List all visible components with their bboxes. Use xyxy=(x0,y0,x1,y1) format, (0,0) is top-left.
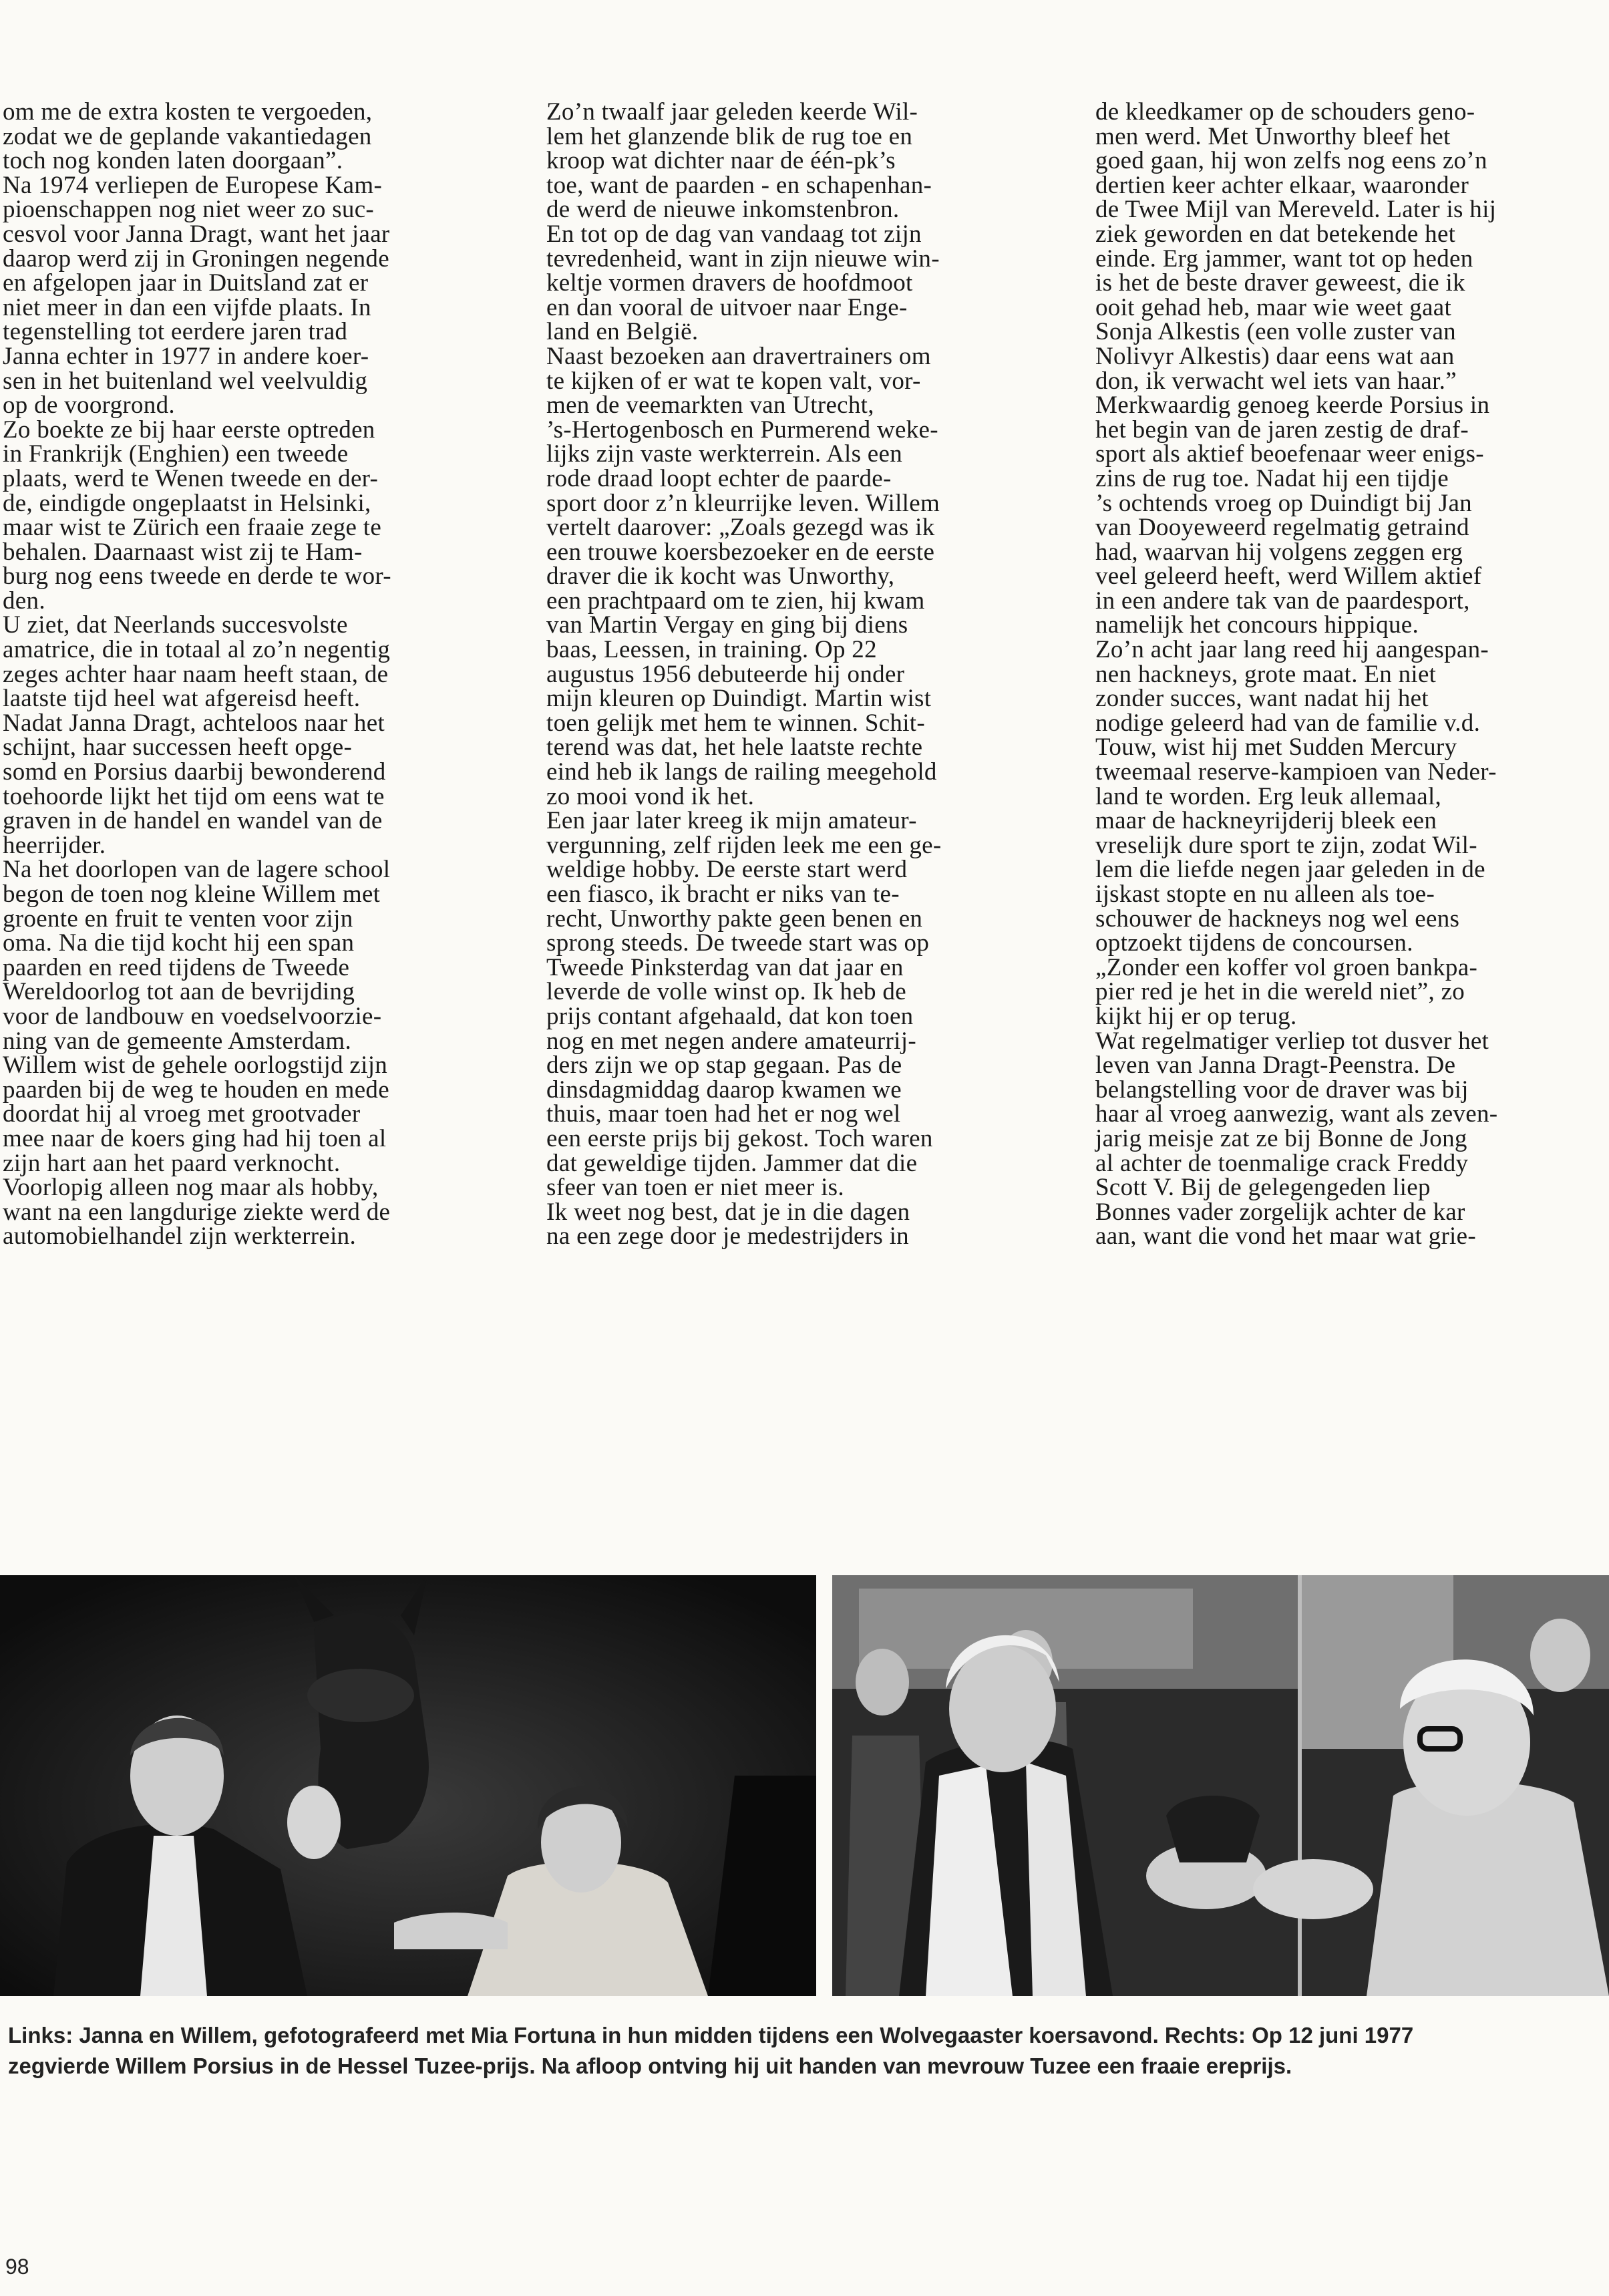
text-line: mee naar de koers ging had hij toen al xyxy=(3,1124,387,1152)
text-line: ziek geworden en dat betekende het xyxy=(1095,220,1456,248)
text-line: sprong steeds. De tweede start was op xyxy=(546,929,930,957)
text-line: Voorlopig alleen nog maar als hobby, xyxy=(3,1174,379,1202)
text-line: plaats, werd te Wenen tweede en der- xyxy=(3,464,379,492)
text-line: Sonja Alkestis (een volle zuster van xyxy=(1095,318,1456,346)
text-line: de werd de nieuwe inkomstenbron. xyxy=(546,196,900,224)
text-line: prijs contant afgehaald, dat kon toen xyxy=(546,1002,914,1030)
text-line: Zo boekte ze bij haar eerste optreden xyxy=(3,416,375,444)
text-line: tweemaal reserve-kampioen van Neder- xyxy=(1095,758,1497,786)
text-line: van Martin Vergay en ging bij diens xyxy=(546,611,908,639)
text-line: paarden bij de weg te houden en mede xyxy=(3,1076,389,1104)
text-line: dertien keer achter elkaar, waaronder xyxy=(1095,171,1469,199)
text-line: vertelt daarover: „Zoals gezegd was ik xyxy=(546,514,935,542)
text-line: zeges achter haar naam heeft staan, de xyxy=(3,660,389,688)
text-line: in Frankrijk (Enghien) een tweede xyxy=(3,440,349,468)
text-line: zonder succes, want nadat hij het xyxy=(1095,685,1429,713)
text-line: aan, want die vond het maar wat grie- xyxy=(1095,1222,1476,1251)
text-line: ooit gehad heb, maar wie weet gaat xyxy=(1095,293,1452,321)
text-line: te kijken of er wat te kopen valt, vor- xyxy=(546,367,921,395)
article-column-2 xyxy=(546,100,1054,1249)
text-line: Janna echter in 1977 in andere koer- xyxy=(3,342,369,370)
text-line: kijkt hij er op terug. xyxy=(1095,1002,1297,1030)
text-line: land en België. xyxy=(546,318,699,346)
text-line: draver die ik kocht was Unworthy, xyxy=(546,562,895,591)
text-line: een eerste prijs bij gekost. Toch waren xyxy=(546,1124,933,1152)
text-line: men werd. Met Unworthy bleef het xyxy=(1095,122,1451,150)
text-line: belangstelling voor de draver was bij xyxy=(1095,1076,1469,1104)
page-number: 98 xyxy=(5,2255,29,2279)
text-line: schijnt, haar successen heeft opge- xyxy=(3,733,353,762)
text-line: ’s-Hertogenbosch en Purmerend weke- xyxy=(546,416,938,444)
text-line: den. xyxy=(3,587,45,615)
text-line: toehoorde lijkt het tijd om eens wat te xyxy=(3,782,385,810)
text-line: Naast bezoeken aan dravertrainers om xyxy=(546,342,931,370)
text-line: Wat regelmatiger verliep tot dusver het xyxy=(1095,1027,1489,1055)
text-line: maar de hackneyrijderij bleek een xyxy=(1095,807,1437,835)
text-line: en dan vooral de uitvoer naar Enge- xyxy=(546,293,908,321)
text-line: oma. Na die tijd kocht hij een span xyxy=(3,929,355,957)
text-line: augustus 1956 debuteerde hij onder xyxy=(546,660,905,688)
text-line: baas, Leessen, in training. Op 22 xyxy=(546,636,877,664)
photo-left-janna-willem-horse xyxy=(0,1575,816,1996)
text-line: paarden en reed tijdens de Tweede xyxy=(3,953,350,981)
text-line: Wereldoorlog tot aan de bevrijding xyxy=(3,978,355,1006)
text-line: het begin van de jaren zestig de draf- xyxy=(1095,416,1469,444)
text-line: rode draad loopt echter de paarde- xyxy=(546,464,892,492)
photo-right-prize-presentation xyxy=(832,1575,1609,1996)
text-line: amatrice, die in totaal al zo’n negentig xyxy=(3,636,391,664)
text-line: op de voorgrond. xyxy=(3,391,175,420)
text-line: graven in de handel en wandel van de xyxy=(3,807,383,835)
text-line: is het de beste draver geweest, die ik xyxy=(1095,269,1465,297)
text-line: dat geweldige tijden. Jammer dat die xyxy=(546,1149,918,1177)
text-line: veel geleerd heeft, werd Willem aktief xyxy=(1095,562,1482,591)
text-line: kroop wat dichter naar de één-pk’s xyxy=(546,147,896,175)
text-line: de Twee Mijl van Mereveld. Later is hij xyxy=(1095,196,1497,224)
text-line: groente en fruit te venten voor zijn xyxy=(3,905,353,933)
text-line: daarop werd zij in Groningen negende xyxy=(3,244,389,273)
text-line: zijn hart aan het paard verknocht. xyxy=(3,1149,341,1177)
text-line: haar al vroeg aanwezig, want als zeven- xyxy=(1095,1100,1498,1128)
text-line: „Zonder een koffer vol groen bankpa- xyxy=(1095,953,1478,981)
text-line: tegenstelling tot eerdere jaren trad xyxy=(3,318,348,346)
text-line: maar wist te Zürich een fraaie zege te xyxy=(3,514,382,542)
text-line: Na het doorlopen van de lagere school xyxy=(3,856,391,884)
text-line: optzoekt tijdens de concoursen. xyxy=(1095,929,1413,957)
text-line: behalen. Daarnaast wist zij te Ham- xyxy=(3,538,363,566)
text-line: Touw, wist hij met Sudden Mercury xyxy=(1095,733,1457,762)
text-line: Scott V. Bij de gelegengeden liep xyxy=(1095,1174,1431,1202)
text-line: lijks zijn vaste werkterrein. Als een xyxy=(546,440,903,468)
text-line: weldige hobby. De eerste start werd xyxy=(546,856,908,884)
text-line: land te worden. Erg leuk allemaal, xyxy=(1095,782,1442,810)
text-line: na een zege door je medestrijders in xyxy=(546,1222,909,1251)
text-line: automobielhandel zijn werkterrein. xyxy=(3,1222,357,1251)
text-line: sport door z’n kleurrijke leven. Willem xyxy=(546,489,940,517)
text-line: nen hackneys, grote maat. En niet xyxy=(1095,660,1437,688)
text-line: vergunning, zelf rijden leek me een ge- xyxy=(546,831,942,859)
text-line: dinsdagmiddag daarop kwamen we xyxy=(546,1076,902,1104)
text-line: leverde de volle winst op. Ik heb de xyxy=(546,978,906,1006)
text-line: ning van de gemeente Amsterdam. xyxy=(3,1027,352,1055)
text-line: vreselijk dure sport te zijn, zodat Wil- xyxy=(1095,831,1477,859)
text-line: om me de extra kosten te vergoeden, xyxy=(3,98,373,126)
text-line: tevredenheid, want in zijn nieuwe win- xyxy=(546,244,940,273)
text-line: zo mooi vond ik het. xyxy=(546,782,755,810)
text-line: leven van Janna Dragt-Peenstra. De xyxy=(1095,1051,1456,1080)
text-line: sport als aktief beoefenaar weer enigs- xyxy=(1095,440,1484,468)
text-line: Ik weet nog best, dat je in die dagen xyxy=(546,1198,910,1226)
text-line: Nadat Janna Dragt, achteloos naar het xyxy=(3,709,385,737)
text-line: van Dooyeweerd regelmatig getraind xyxy=(1095,514,1469,542)
text-line: Tweede Pinksterdag van dat jaar en xyxy=(546,953,904,981)
text-line: eind heb ik langs de railing meegehold xyxy=(546,758,937,786)
text-line: niet meer in dan een vijfde plaats. In xyxy=(3,293,371,321)
text-line: voor de landbouw en voedselvoorzie- xyxy=(3,1002,382,1030)
article-column-3 xyxy=(1095,100,1603,1249)
text-line: Zo’n twaalf jaar geleden keerde Wil- xyxy=(546,98,918,126)
text-line: laatste tijd heel wat afgereisd heeft. xyxy=(3,685,361,713)
text-line: schouwer de hackneys nog wel eens xyxy=(1095,905,1460,933)
text-line: sen in het buitenland wel veelvuldig xyxy=(3,367,368,395)
text-line: nodige geleerd had van de familie v.d. xyxy=(1095,709,1481,737)
text-line: mijn kleuren op Duindigt. Martin wist xyxy=(546,685,932,713)
article-column-1 xyxy=(3,100,510,1249)
caption-line-2: zegvierde Willem Porsius in de Hessel Tuzee-prijs. Na afloop ontving hij uit handen van mevrouw Tuzee een fraaie ereprijs. xyxy=(8,2054,1292,2078)
text-line: een fiasco, ik bracht er niks van te- xyxy=(546,880,900,908)
text-line: want na een langdurige ziekte werd de xyxy=(3,1198,391,1226)
text-line: ’s ochtends vroeg op Duindigt bij Jan xyxy=(1095,489,1472,517)
text-line: pier red je het in die wereld niet”, zo xyxy=(1095,978,1465,1006)
text-line: een trouwe koersbezoeker en de eerste xyxy=(546,538,935,566)
text-line: somd en Porsius daarbij bewonderend xyxy=(3,758,386,786)
text-line: en afgelopen jaar in Duitsland zat er xyxy=(3,269,369,297)
text-line: recht, Unworthy pakte geen benen en xyxy=(546,905,923,933)
text-line: sfeer van toen er niet meer is. xyxy=(546,1174,844,1202)
text-line: ijskast stopte en nu alleen als toe- xyxy=(1095,880,1435,908)
text-line: toen gelijk met hem te winnen. Schit- xyxy=(546,709,926,737)
text-line: Zo’n acht jaar lang reed hij aangespan- xyxy=(1095,636,1489,664)
text-line: einde. Erg jammer, want tot op heden xyxy=(1095,244,1473,273)
text-line: cesvol voor Janna Dragt, want het jaar xyxy=(3,220,390,248)
text-line: Nolivyr Alkestis) daar eens wat aan xyxy=(1095,342,1455,370)
caption-line-1: Links: Janna en Willem, gefotografeerd met Mia Fortuna in hun midden tijdens een Wolvegaaster koersavond. Rechts: Op 12 juni 1977 xyxy=(8,2023,1414,2047)
text-line: een prachtpaard om te zien, hij kwam xyxy=(546,587,925,615)
text-line: de, eindigde ongeplaatst in Helsinki, xyxy=(3,489,371,517)
text-line: Merkwaardig genoeg keerde Porsius in xyxy=(1095,391,1490,420)
text-line: keltje vormen dravers de hoofdmoot xyxy=(546,269,913,297)
text-line: goed gaan, hij won zelfs nog eens zo’n xyxy=(1095,147,1487,175)
text-line: ders zijn we op stap gegaan. Pas de xyxy=(546,1051,902,1080)
text-line: toch nog konden laten doorgaan”. xyxy=(3,147,343,175)
text-line: zodat we de geplande vakantiedagen xyxy=(3,122,372,150)
text-line: zins de rug toe. Nadat hij een tijdje xyxy=(1095,464,1449,492)
text-line: toe, want de paarden - en schapenhan- xyxy=(546,171,932,199)
text-line: heerrijder. xyxy=(3,831,106,859)
text-line: lem het glanzende blik de rug toe en xyxy=(546,122,913,150)
text-line: al achter de toenmalige crack Freddy xyxy=(1095,1149,1469,1177)
photo-caption xyxy=(8,2020,1604,2082)
text-line: lem die liefde negen jaar geleden in de xyxy=(1095,856,1485,884)
text-line: terend was dat, het hele laatste rechte xyxy=(546,733,923,762)
text-line: Willem wist de gehele oorlogstijd zijn xyxy=(3,1051,388,1080)
text-line: de kleedkamer op de schouders geno- xyxy=(1095,98,1475,126)
text-line: thuis, maar toen had het er nog wel xyxy=(546,1100,901,1128)
text-line: U ziet, dat Neerlands succesvolste xyxy=(3,611,348,639)
text-line: men de veemarkten van Utrecht, xyxy=(546,391,874,420)
text-line: pioenschappen nog niet weer zo suc- xyxy=(3,196,375,224)
text-line: had, waarvan hij volgens zeggen erg xyxy=(1095,538,1463,566)
text-line: Bonnes vader zorgelijk achter de kar xyxy=(1095,1198,1465,1226)
text-line: En tot op de dag van vandaag tot zijn xyxy=(546,220,922,248)
text-line: namelijk het concours hippique. xyxy=(1095,611,1419,639)
text-line: burg nog eens tweede en derde te wor- xyxy=(3,562,391,591)
text-line: Na 1974 verliepen de Europese Kam- xyxy=(3,171,383,199)
text-line: Een jaar later kreeg ik mijn amateur- xyxy=(546,807,917,835)
text-line: doordat hij al vroeg met grootvader xyxy=(3,1100,361,1128)
text-line: don, ik verwacht wel iets van haar.” xyxy=(1095,367,1457,395)
text-line: nog en met negen andere amateurrij- xyxy=(546,1027,916,1055)
text-line: begon de toen nog kleine Willem met xyxy=(3,880,381,908)
text-line: in een andere tak van de paardesport, xyxy=(1095,587,1470,615)
text-line: jarig meisje zat ze bij Bonne de Jong xyxy=(1095,1124,1467,1152)
